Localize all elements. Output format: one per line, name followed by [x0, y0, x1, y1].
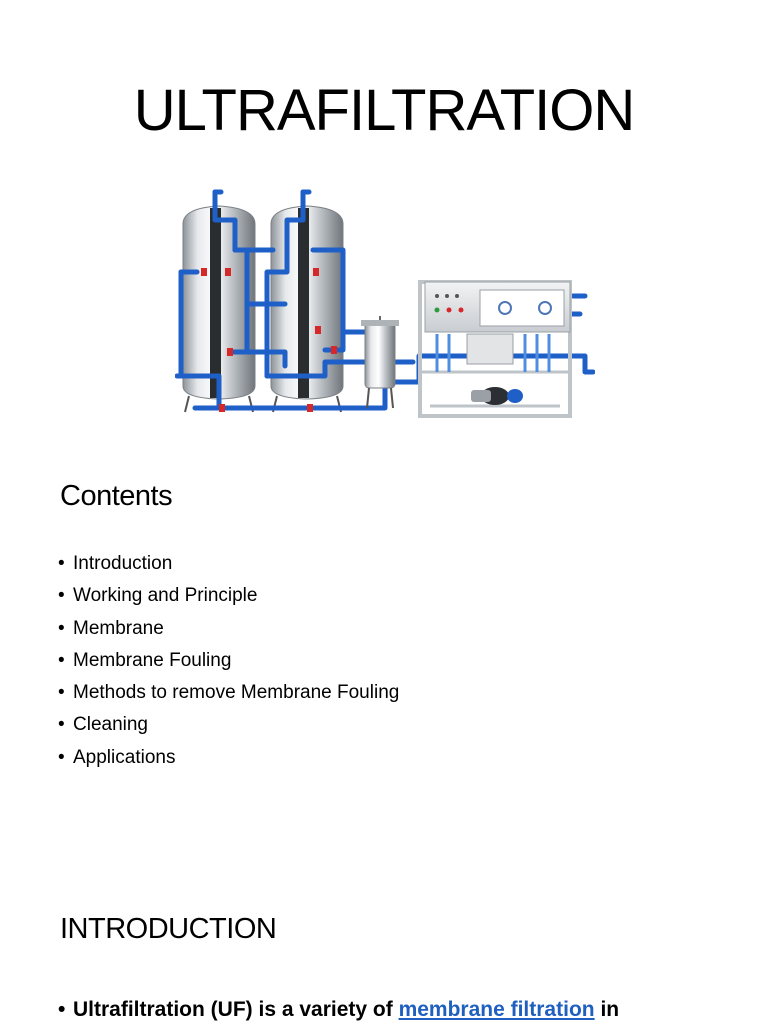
- bullet-icon: •: [58, 682, 65, 704]
- bullet-icon: •: [58, 998, 66, 1021]
- contents-item-label: Membrane Fouling: [73, 649, 232, 671]
- contents-list: [58, 548, 399, 774]
- membrane-rack: [420, 282, 570, 416]
- contents-item: [58, 709, 399, 741]
- contents-item: [58, 645, 399, 677]
- intro-text-after: in: [594, 998, 620, 1021]
- contents-item: [58, 548, 399, 580]
- bullet-icon: •: [58, 553, 65, 574]
- contents-heading: Contents: [60, 480, 173, 512]
- contents-item-label: Cleaning: [73, 714, 148, 736]
- intro-text-before: Ultrafiltration (UF) is a variety of: [73, 998, 399, 1021]
- contents-item-label: Working and Principle: [73, 585, 258, 607]
- ultrafiltration-plant-figure: [175, 186, 595, 418]
- introduction-heading: INTRODUCTION: [60, 913, 277, 945]
- bullet-icon: •: [58, 617, 65, 639]
- introduction-paragraph: [58, 996, 619, 1023]
- contents-item: [58, 742, 399, 774]
- bullet-icon: •: [58, 746, 65, 768]
- right-tank: [271, 206, 343, 412]
- page-title: ULTRAFILTRATION: [133, 78, 635, 143]
- contents-item-label: Introduction: [73, 553, 173, 574]
- membrane-filtration-link[interactable]: membrane filtration: [398, 998, 595, 1021]
- bullet-icon: •: [58, 585, 65, 607]
- contents-item: [58, 677, 399, 709]
- bullet-icon: •: [58, 649, 65, 671]
- bullet-icon: •: [58, 714, 65, 736]
- contents-item-label: Membrane: [73, 617, 164, 639]
- cartridge-filter: [361, 316, 399, 408]
- contents-item: [58, 613, 399, 645]
- contents-item-label: Applications: [73, 746, 176, 768]
- contents-item-label: Methods to remove Membrane Fouling: [73, 682, 400, 704]
- plant-illustration-svg: [175, 186, 595, 418]
- contents-item: [58, 580, 399, 612]
